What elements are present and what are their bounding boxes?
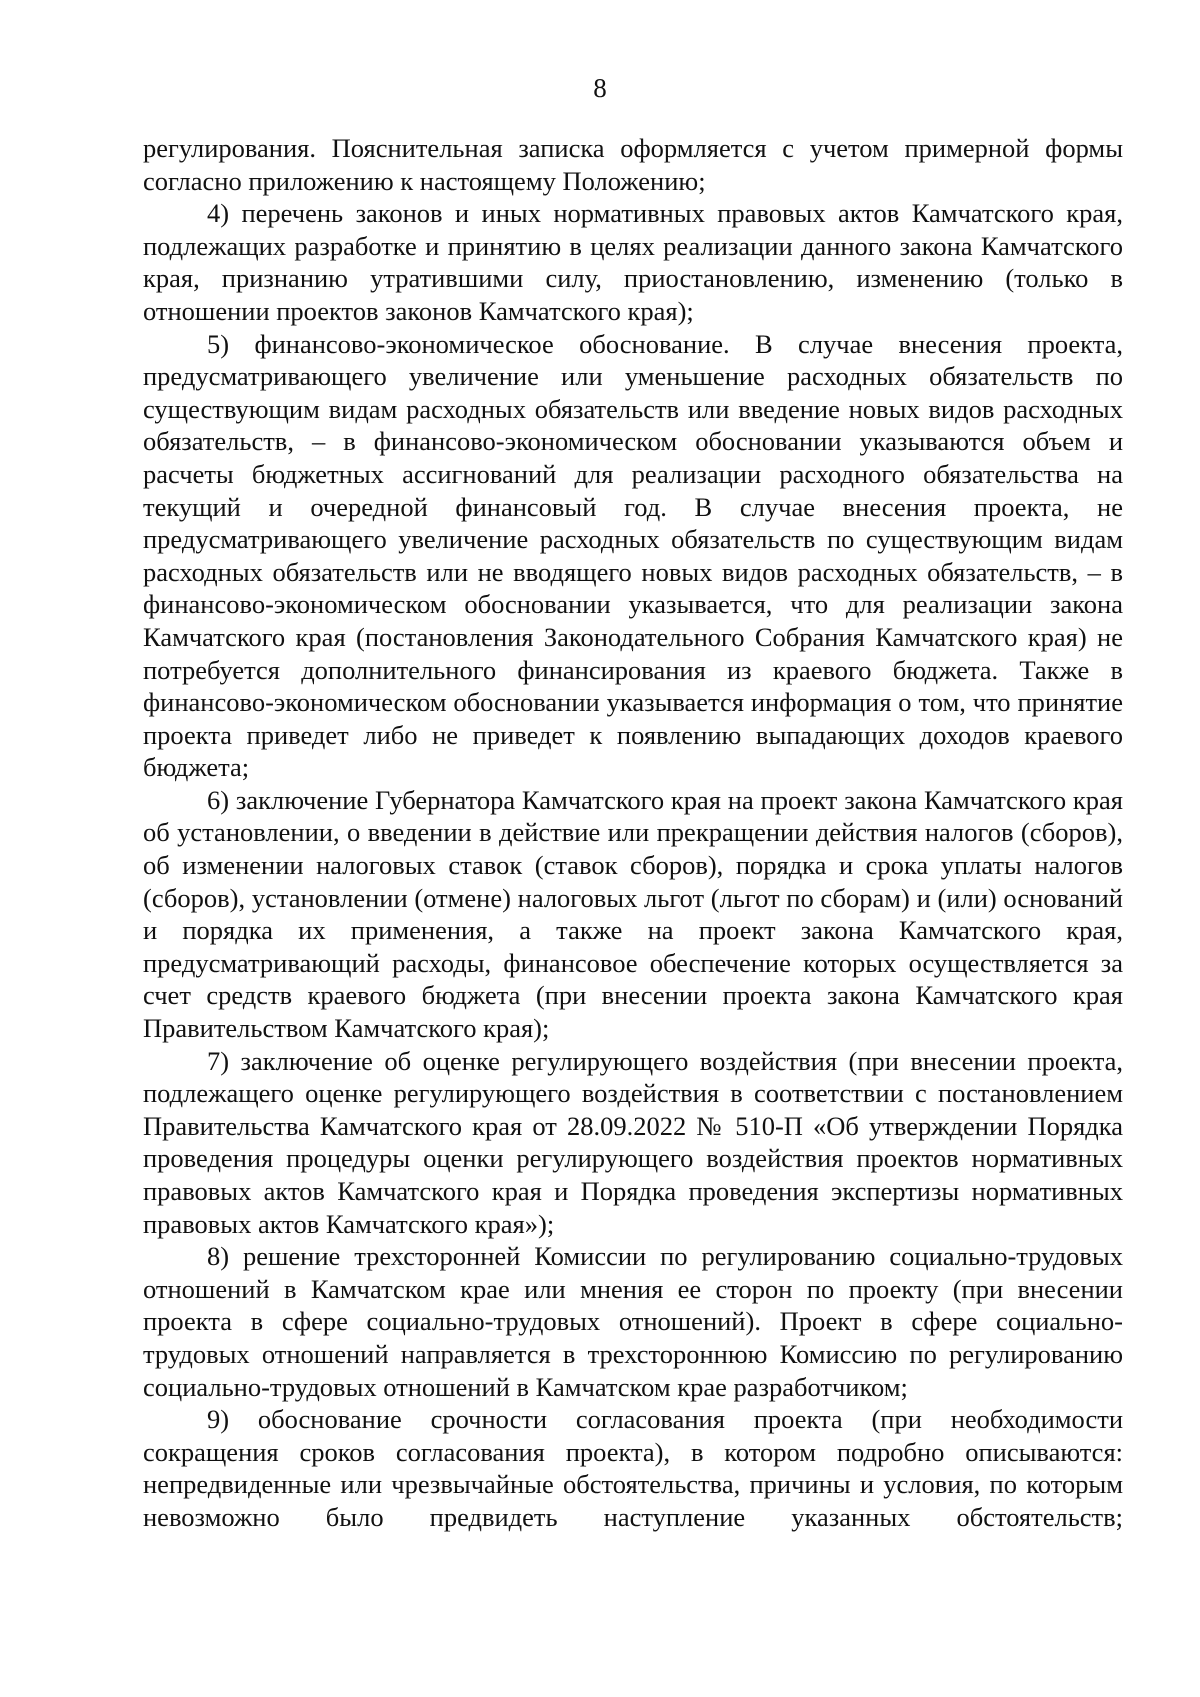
paragraph-item-6: 6) заключение Губернатора Камчатского края на проект закона Камчатского края об установлении, о введении в действие или прекращении действия налогов (сборов), об изменении налоговых ставок (ставок сборов), порядка и срока уплаты налогов (сборов), установлении (отмене) налоговых льгот (льгот по сборам) и (или) оснований и порядка их применения, а также на проект закона Камчатского края, предусматривающий расходы, финансовое обеспечение которых осуществляется за счет средств краевого бюджета (при внесении проекта закона Камчатского края Правительством Камчатского края); [143, 784, 1123, 1044]
document-body [143, 132, 1123, 1534]
paragraph-continuation: регулирования. Пояснительная записка оформляется с учетом примерной формы согласно приложению к настоящему Положению; [143, 133, 1123, 196]
paragraph-item-8: 8) решение трехсторонней Комиссии по регулированию социально-трудовых отношений в Камчатском крае или мнения ее сторон по проекту (при внесении проекта в сфере социально-трудовых отношений). Проект в сфере социально-трудовых отношений направляется в трехстороннюю Комиссию по регулированию социально-трудовых отношений в Камчатском крае разработчиком; [143, 1241, 1123, 1402]
paragraph-item-7: 7) заключение об оценке регулирующего воздействия (при внесении проекта, подлежащего оценке регулирующего воздействия в соответствии с постановлением Правительства Камчатского края от 28.09.2022 № 510-П «Об утверждении Порядка проведения процедуры оценки регулирующего воздействия проектов нормативных правовых актов Камчатского края и Порядка проведения экспертизы нормативных правовых актов Камчатского края»); [143, 1045, 1123, 1239]
paragraph-item-9: 9) обоснование срочности согласования проекта (при необходимости сокращения сроков согласования проекта), в котором подробно описываются: непредвиденные или чрезвычайные обстоятельства, причины и условия, по которым невозможно было предвидеть наступление указанных обстоятельств; [143, 1404, 1123, 1532]
paragraph-item-4: 4) перечень законов и иных нормативных правовых актов Камчатского края, подлежащих разработке и принятию в целях реализации данного закона Камчатского края, признанию утратившими силу, приостановлению, изменению (только в отношении проектов законов Камчатского края); [143, 198, 1123, 326]
page-number: 8 [593, 73, 607, 103]
paragraph-item-5: 5) финансово-экономическое обоснование. В случае внесения проекта, предусматривающего увеличение или уменьшение расходных обязательств по существующим видам расходных обязательств или введение новых видов расходных обязательств, – в финансово-экономическом обосновании указываются объем и расчеты бюджетных ассигнований для реализации расходного обязательства на текущий и очередной финансовый год. В случае внесения проекта, не предусматривающего увеличение расходных обязательств по существующим видам расходных обязательств или не вводящего новых видов расходных обязательств, – в финансово-экономическом обосновании указывается, что для реализации закона Камчатского края (постановления Законодательного Собрания Камчатского края) не потребуется дополнительного финансирования из краевого бюджета. Также в финансово-экономическом обосновании указывается информация о том, что принятие проекта приведет либо не приведет к появлению выпадающих доходов краевого бюджета; [143, 328, 1123, 783]
